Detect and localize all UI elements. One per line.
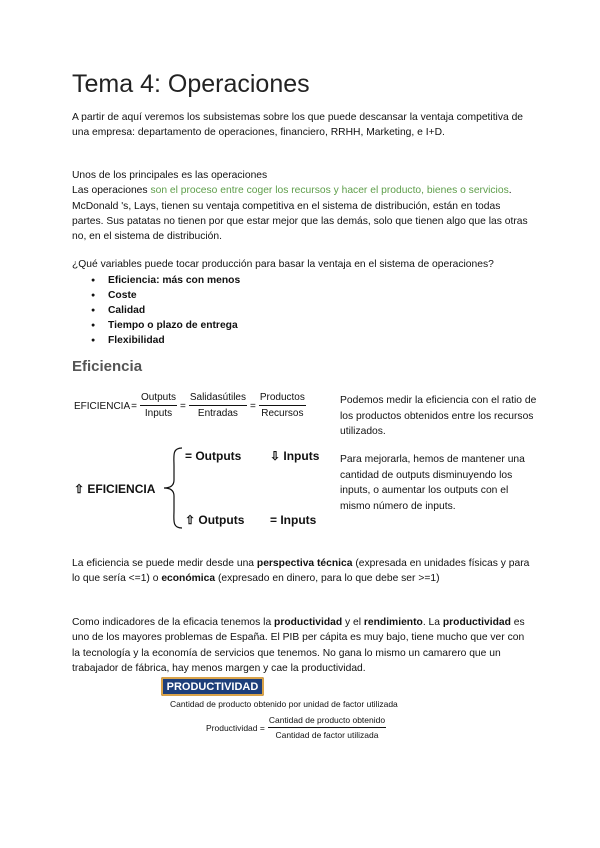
fraction-salidas-entradas — [189, 392, 247, 420]
operations-definition: son el proceso entre coger los recursos y hacer el producto, bienes o servicios — [150, 185, 509, 197]
operations-paragraph — [72, 168, 534, 244]
fraction-denominator: Recursos — [261, 408, 304, 419]
formula-label: EFICIENCIA — [74, 400, 131, 412]
perspective-paragraph — [72, 556, 534, 587]
productividad-definition: Cantidad de producto obtenido por unidad de factor utilizada — [170, 699, 398, 709]
efficiency-formula — [74, 388, 308, 424]
fraction-numerator: Salidasútiles — [189, 392, 247, 406]
text-run: La eficiencia se puede medir desde una — [72, 558, 257, 569]
productivity-term: productividad — [274, 617, 343, 628]
text-run: es uno de los mayores problemas de España. El PIB per cápita es muy bajo, tiene mucho que ver con la tecnología y la economía de servicios que tenemos. No gana lo mismo un camarero que un trabajador de fábrica, hay menos margen y cae la productividad. — [72, 617, 525, 674]
list-item: ● Eficiencia: más con menos — [72, 273, 240, 288]
fraction-productos-recursos — [259, 392, 306, 420]
productivity-paragraph — [72, 615, 534, 676]
equals-sign: = — [250, 400, 256, 412]
fraction-numerator: Cantidad de producto obtenido — [268, 715, 386, 728]
diagram-note: Para mejorarla, hemos de mantener una cantidad de outputs disminuyendo los inputs, o aumentar los outputs con el mismo número de inputs. — [340, 454, 525, 512]
formula-lhs: Productividad = — [206, 723, 265, 733]
text-run: (expresada en unidades físicas y para lo que sería <=1) o — [72, 558, 530, 585]
list-item: ● Tiempo o plazo de entrega — [72, 318, 240, 333]
operations-suffix: . McDonald 's, Lays, tienen su ventaja competitiva en el sistema de distribución, están en todas partes. Sus patatas no tienen por que estar mejor que las demás, solo que tienen algo que las otras no, en el sistema de distribución. — [72, 185, 528, 243]
text-run: (expresado en dinero, para lo que debe ser >=1) — [215, 573, 440, 585]
fraction-denominator: Inputs — [144, 408, 173, 419]
fraction-outputs-inputs — [140, 392, 177, 420]
outputs-equal-label: = Outputs — [185, 449, 242, 463]
fraction-denominator: Cantidad de factor utilizada — [275, 730, 379, 740]
outputs-up-label: ⇧ Outputs — [185, 513, 245, 527]
page-title: Tema 4: Operaciones — [72, 70, 310, 98]
variables-list — [72, 273, 240, 348]
curly-brace — [160, 446, 186, 530]
efficiency-up-label: ⇧ EFICIENCIA — [74, 482, 156, 496]
inputs-equal-label: = Inputs — [270, 513, 317, 527]
fraction-numerator: Outputs — [140, 392, 177, 406]
variables-question: ¿Qué variables puede tocar producción para basar la ventaja en el sistema de operaciones? — [72, 259, 494, 270]
equals-sign: = — [131, 400, 137, 412]
list-item: ● Flexibilidad — [72, 333, 240, 348]
rendimiento-term: rendimiento — [363, 617, 423, 628]
text-run: y el — [342, 617, 364, 628]
formula-note: Podemos medir la eficiencia con el ratio de los productos obtenidos entre los recursos utilizados. — [340, 395, 537, 437]
section-heading: Eficiencia — [72, 358, 143, 375]
text-run: . La — [422, 617, 443, 628]
inputs-down-label: ⇩ Inputs — [270, 449, 320, 463]
fraction-denominator: Entradas — [197, 408, 238, 419]
productividad-fraction — [268, 715, 386, 741]
list-item: ● Calidad — [72, 303, 240, 318]
equals-sign: = — [180, 400, 186, 412]
productivity-term: productividad — [442, 617, 511, 628]
productividad-badge: PRODUCTIVIDAD — [161, 677, 264, 696]
fraction-numerator: Productos — [259, 392, 306, 406]
text-run: Como indicadores de la eficacia tenemos la — [72, 617, 275, 628]
economic-term: económica — [161, 573, 216, 585]
operations-prefix: Las operaciones — [72, 185, 151, 197]
operations-line1: Unos de los principales es las operaciones — [72, 170, 268, 181]
productividad-formula — [206, 715, 388, 741]
list-item: ● Coste — [72, 288, 240, 303]
technical-term: perspectiva técnica — [256, 558, 353, 569]
intro-paragraph: A partir de aquí veremos los subsistemas sobre los que puede descansar la ventaja competitiva de una empresa: departamento de operaciones, financiero, RRHH, Marketing, e I+D. — [72, 112, 524, 139]
